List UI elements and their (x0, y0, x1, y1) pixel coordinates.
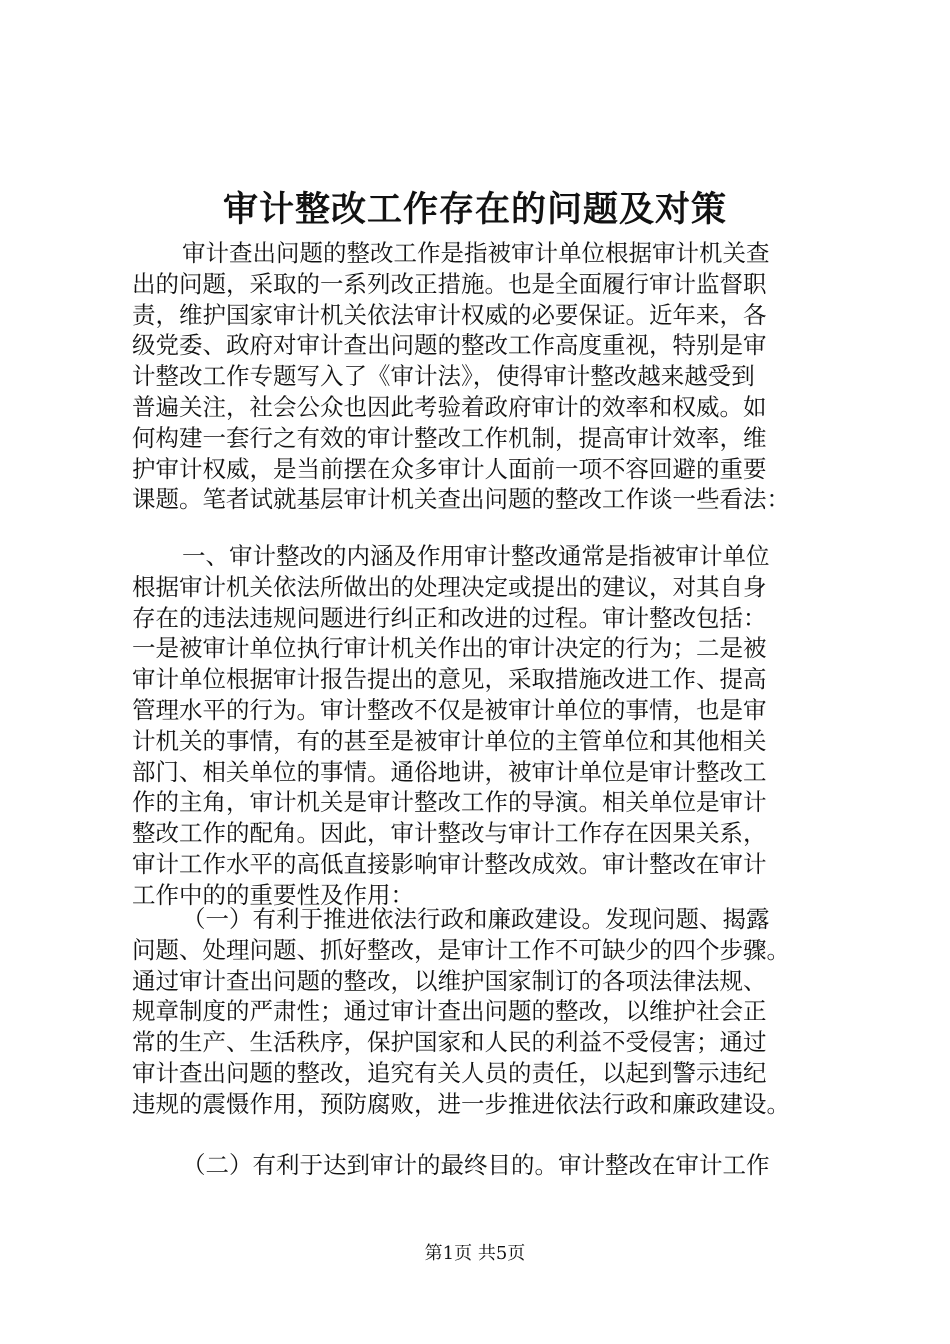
paragraph-subsection-two (132, 1150, 852, 1181)
paragraph-line: 计整改工作专题写入了《审计法》，使得审计整改越来越受到 (132, 362, 755, 391)
paragraph-line: 审计查出问题的整改，追究有关人员的责任，以起到警示违纪 (132, 1058, 767, 1087)
paragraph-line: 一、审计整改的内涵及作用审计整改通常是指被审计单位 (182, 542, 770, 570)
paragraph-line: （二）有利于达到审计的最终目的。审计整改在审计工作 (182, 1151, 770, 1179)
paragraph-line: 普遍关注，社会公众也因此考验着政府审计的效率和权威。如 (132, 392, 767, 421)
paragraph-line: 违规的震慑作用，预防腐败，进一步推进依法行政和廉政建设。 (132, 1089, 790, 1118)
paragraph-line: 工作中的的重要性及作用： (132, 880, 414, 909)
paragraph-line: 一是被审计单位执行审计机关作出的审计决定的行为；二是被 (132, 634, 767, 663)
page-number-footer: 第1页 共5页 (424, 1243, 526, 1264)
paragraph-line: 管理水平的行为。审计整改不仅是被审计单位的事情，也是审 (132, 695, 767, 724)
paragraph-line: 部门、相关单位的事情。通俗地讲，被审计单位是审计整改工 (132, 757, 767, 786)
paragraph-line: 课题。笔者试就基层审计机关查出问题的整改工作谈一些看法： (132, 485, 790, 514)
paragraph-line: 责，维护国家审计机关依法审计权威的必要保证。近年来，各 (132, 300, 767, 329)
paragraph-intro (132, 238, 852, 515)
paragraph-line: 护审计权威，是当前摆在众多审计人面前一项不容回避的重要 (132, 454, 767, 483)
paragraph-line: 计机关的事情，有的甚至是被审计单位的主管单位和其他相关 (132, 726, 767, 755)
paragraph-line: （一）有利于推进依法行政和廉政建设。发现问题、揭露 (182, 905, 770, 933)
paragraph-line: 通过审计查出问题的整改，以维护国家制订的各项法律法规、 (132, 966, 767, 995)
paragraph-line: 审计工作水平的高低直接影响审计整改成效。审计整改在审计 (132, 849, 767, 878)
paragraph-section-one (132, 541, 852, 911)
paragraph-line: 根据审计机关依法所做出的处理决定或提出的建议，对其自身 (132, 572, 767, 601)
paragraph-line: 作的主角，审计机关是审计整改工作的导演。相关单位是审计 (132, 788, 767, 817)
paragraph-line: 问题、处理问题、抓好整改，是审计工作不可缺少的四个步骤。 (132, 935, 790, 964)
paragraph-subsection-one (132, 904, 852, 1120)
paragraph-line: 何构建一套行之有效的审计整改工作机制，提高审计效率，维 (132, 423, 767, 452)
paragraph-line: 出的问题，采取的一系列改正措施。也是全面履行审计监督职 (132, 269, 767, 298)
paragraph-line: 级党委、政府对审计查出问题的整改工作高度重视，特别是审 (132, 331, 767, 360)
document-title: 审计整改工作存在的问题及对策 (222, 189, 727, 230)
paragraph-line: 整改工作的配角。因此，审计整改与审计工作存在因果关系， (132, 819, 767, 848)
paragraph-line: 存在的违法违规问题进行纠正和改进的过程。审计整改包括： (132, 603, 767, 632)
paragraph-line: 规章制度的严肃性；通过审计查出问题的整改，以维护社会正 (132, 997, 767, 1026)
paragraph-line: 审计单位根据审计报告提出的意见，采取措施改进工作、提高 (132, 665, 767, 694)
paragraph-line: 常的生产、生活秩序，保护国家和人民的利益不受侵害；通过 (132, 1028, 767, 1057)
paragraph-line: 审计查出问题的整改工作是指被审计单位根据审计机关查 (182, 239, 770, 267)
